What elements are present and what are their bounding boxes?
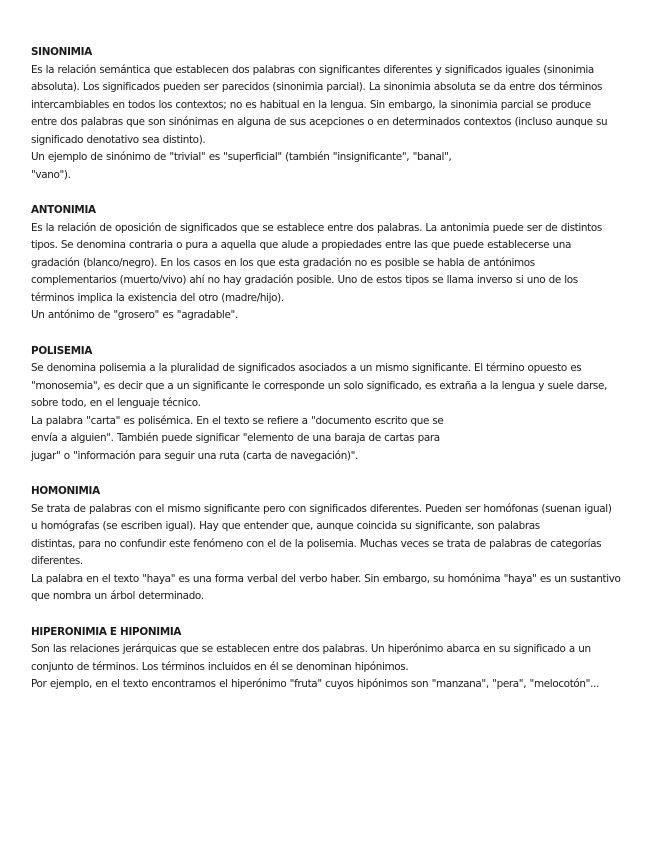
section-hiperonimia — [31, 624, 635, 694]
section-heading: HOMONIMIA — [31, 485, 100, 497]
section-homonimia — [31, 483, 635, 606]
definition-paragraph: Es la relación semántica que establecen dos palabras con significantes diferentes y significados iguales (sinonimia absoluta). Los significados pueden ser parecidos (sinonimia parcial). La sinonimia absoluta se da entre dos términos intercambiables en todos los contextos; no es habitual en la lengua. Sin embargo, la sinonimia parcial se produce entre dos palabras que son sinónimas en alguna de sus acepciones o en determinados contextos (incluso aunque su significado denotativo sea distinto). — [31, 63, 608, 146]
section-polisemia — [31, 343, 635, 466]
example-paragraph: Un antónimo de "grosero" es "agradable". — [31, 309, 238, 321]
definition-paragraph: Se trata de palabras con el mismo significante pero con significados diferentes. Pueden ser homófonas (suenan igual) u homógrafas (se escriben igual). Hay que entender que, aunque coincida su significante, son palabras distintas, para no confundir este fenómeno con el de la polisemia. Muchas veces se trata de palabras de categorías diferentes. — [31, 502, 612, 567]
section-heading: ANTONIMIA — [31, 204, 96, 216]
section-heading: SINONIMIA — [31, 46, 92, 58]
definition-paragraph: Es la relación de oposición de significados que se establece entre dos palabras. La antonimia puede ser de distintos tipos. Se denomina contraria o pura a aquella que alude a propiedades entre las que puede establecerse una gradación (blanco/negro). En los casos en los que esta gradación no es posible se habla de antónimos complementarios (muerto/vivo) ahí no hay gradación posible. Uno de estos tipos se llama inverso si uno de los términos implica la existencia del otro (madre/hijo). — [31, 221, 602, 304]
example-paragraph: La palabra "carta" es polisémica. En el texto se refiere a "documento escrito que se envía a alguien". También puede significar "elemento de una baraja de cartas para jugar" o "información para seguir una ruta (carta de navegación)". — [31, 414, 444, 462]
section-heading: POLISEMIA — [31, 344, 93, 357]
section-antonimia — [31, 202, 635, 325]
section-heading: HIPERONIMIA E HIPONIMIA — [31, 625, 182, 638]
section-sinonimia — [31, 44, 635, 184]
definition-paragraph: Se denomina polisemia a la pluralidad de significados asociados a un mismo significante. El término opuesto es "monosemia", es decir que a un significante le corresponde un solo significado, es extraña a la lengua y suele darse, sobre todo, en el lenguaje técnico. — [31, 362, 607, 409]
example-paragraph: La palabra en el texto "haya" es una forma verbal del verbo haber. Sin embargo, su homónima "haya" es un sustantivo que nombra un árbol determinado. — [31, 572, 621, 602]
definition-paragraph: Son las relaciones jerárquicas que se establecen entre dos palabras. Un hiperónimo abarca en su significado a un conjunto de términos. Los términos incluidos en él se denominan hipónimos. — [31, 643, 591, 673]
example-paragraph: Por ejemplo, en el texto encontramos el hiperónimo "fruta" cuyos hipónimos son "manzana", "pera", "melocotón"... — [31, 678, 599, 690]
example-paragraph: Un ejemplo de sinónimo de "trivial" es "superficial" (también "insignificante", "banal", "vano"). — [31, 151, 452, 181]
